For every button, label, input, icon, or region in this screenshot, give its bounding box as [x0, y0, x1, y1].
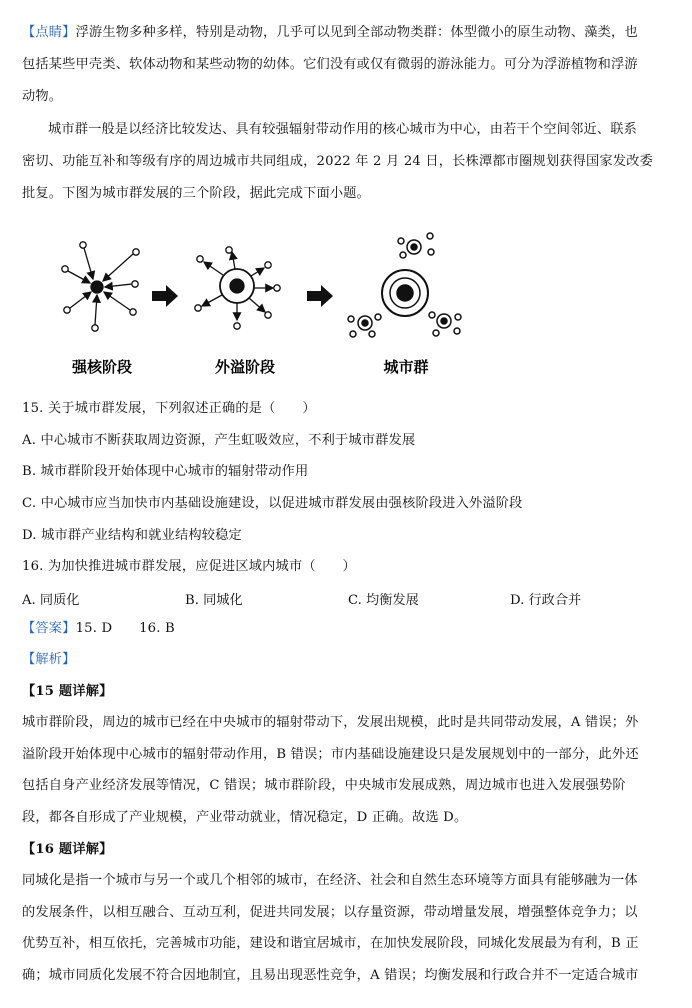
detail16-title: 【16 题详解】	[22, 842, 113, 857]
answer-text: 15. D 16. B	[75, 621, 175, 636]
stage-arrow-2	[307, 285, 333, 307]
passage-line-3: 批复。下图为城市群发展的三个阶段，据此完成下面小题。	[22, 186, 371, 201]
passage-line-1: 城市群一般是以经济比较发达、具有较强辐射带动作用的核心城市为中心，由若干个空间邻近、联系	[48, 122, 638, 137]
q16-stem: 16. 为加快推进城市群发展，应促进区域内城市（ ）	[22, 559, 356, 574]
detail16-line-4: 确；城市同质化发展不符合因地制宜，且易出现恶性竞争，A 错误；均衡发展和行政合并不一定适合城市	[22, 968, 639, 983]
core-city-dot	[91, 281, 103, 293]
q16-option-b: B. 同城化	[185, 593, 243, 608]
intro-text: 浮游生物多种多样，特别是动物，几乎可以见到全部动物类群：体型微小的原生动物、藻类，也	[75, 25, 638, 40]
q15-option-a: A. 中心城市不断获取周边资源，产生虹吸效应，不利于城市群发展	[22, 433, 416, 448]
stage-strong-core-figure	[62, 242, 139, 331]
stage-cluster-figure	[348, 233, 461, 337]
q15-option-c: C. 中心城市应当加快市内基础设施建设，以促进城市群发展由强核阶段进入外溢阶段	[22, 496, 523, 511]
intro-line-2: 包括某些甲壳类、软体动物和某些动物的幼体。它们没有或仅有微弱的游泳能力。可分为浮游植物和浮游	[22, 57, 638, 72]
intro-line-1	[22, 24, 672, 42]
q15-stem: 15. 关于城市群发展，下列叙述正确的是（ ）	[22, 401, 316, 416]
stage-spillover-figure	[195, 247, 280, 329]
stage-arrow-1	[152, 285, 178, 307]
intro-line-3: 动物。	[22, 89, 63, 104]
detail16-line-3: 优势互补，相互依托，完善城市功能，建设和谐宜居城市，在加快发展阶段，同城化发展最为有利，B 正	[22, 936, 639, 951]
q16-option-a: A. 同质化	[22, 593, 80, 608]
q15-option-d: D. 城市群产业结构和就业结构较稳定	[22, 528, 242, 543]
tip-tag: 【点睛】	[22, 25, 76, 40]
passage-line-2: 密切、功能互补和等级有序的周边城市共同组成，2022 年 2 月 24 日，长株潭都市圈规划获得国家发改委	[22, 154, 653, 169]
detail15-line-3: 包括自身产业经济发展等情况，C 错误；城市群阶段，中央城市发展成熟，周边城市也进入发展强势阶	[22, 778, 626, 793]
analysis-label: 【解析】	[22, 652, 76, 667]
q16-option-d: D. 行政合并	[510, 593, 582, 608]
caption-spillover: 外溢阶段	[214, 358, 276, 376]
answer-line	[22, 620, 672, 638]
detail15-line-2: 溢阶段开始体现中心城市的辐射带动作用，B 错误；市内基础设施建设只是发展规划中的一部分，此外还	[22, 747, 639, 762]
city-cluster-diagram	[40, 222, 500, 382]
detail16-line-1: 同城化是指一个城市与另一个或几个相邻的城市，在经济、社会和自然生态环境等方面具有能够融为一体	[22, 873, 638, 888]
detail15-title: 【15 题详解】	[22, 684, 113, 699]
q16-option-c: C. 均衡发展	[348, 593, 419, 608]
caption-cluster: 城市群	[383, 358, 429, 376]
q15-option-b: B. 城市群阶段开始体现中心城市的辐射带动作用	[22, 464, 309, 479]
detail15-line-1: 城市群阶段，周边的城市已经在中央城市的辐射带动下，发展出规模，此时是共同带动发展，A 错误；外	[22, 715, 639, 730]
detail16-line-2: 的发展条件，以相互融合、互动互利，促进共同发展；以存量资源，带动增量发展，增强整体竞争力；以	[22, 905, 638, 920]
detail15-line-4: 段，都各自形成了产业规模，产业带动就业，情况稳定，D 正确。故选 D。	[22, 810, 468, 825]
answer-label: 【答案】	[22, 621, 76, 636]
caption-strong-core: 强核阶段	[71, 358, 133, 376]
